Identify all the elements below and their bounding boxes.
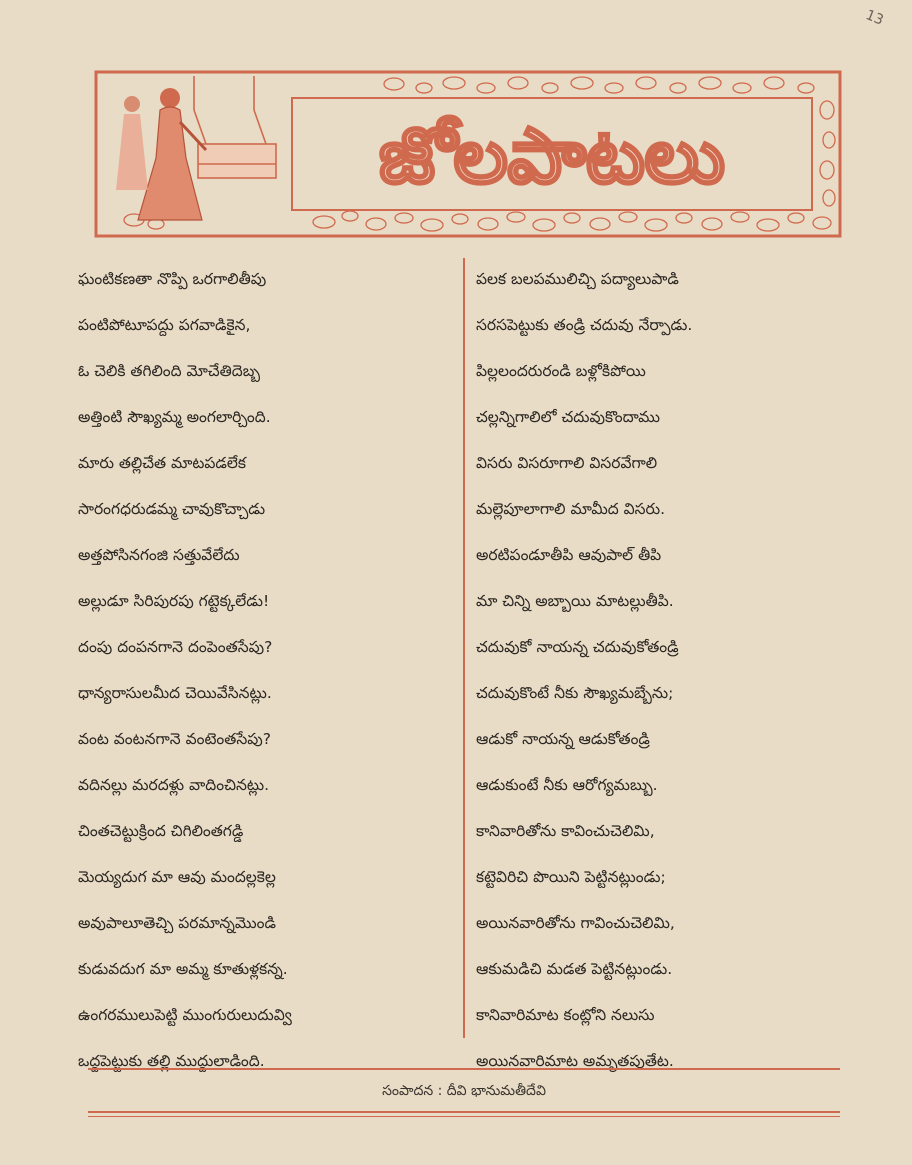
poem-line: అత్తింటి సౌఖ్యమ్మ అంగలార్చింది. xyxy=(78,408,271,426)
poem-line: పిల్లలందరురండి బళ్లోకిపోయి xyxy=(476,362,646,380)
poem-line: మా చిన్ని అబ్బాయి మాటల్లుతీపి. xyxy=(476,592,674,610)
poem-line: పంటిపోటూపద్దు పగవాడికైన, xyxy=(78,316,251,334)
poem-line: దంపు దంపనగానె దంపెంతసేపు? xyxy=(78,638,273,656)
footer-rule-top xyxy=(88,1068,840,1070)
poem-line: ఓ చెలికి తగిలింది మోచేతిదెబ్బ xyxy=(78,362,261,380)
poem-line: అరటిపండూతీపి ఆవుపాల్ తీపి xyxy=(476,546,662,564)
poem-line: అవుపాలూతెచ్చి పరమాన్నమొండి xyxy=(78,914,276,932)
poem-line: విసరు విసరూగాలి విసరవేగాలి xyxy=(476,454,658,472)
left-poem-column xyxy=(78,256,446,1070)
poem-line: ఆడుకో నాయన్న ఆడుకోతండ్రి xyxy=(476,730,650,748)
poem-line: ధాన్యరాసులమీద చెయివేసినట్లు. xyxy=(78,684,272,702)
page-number: 13 xyxy=(863,7,886,29)
poem-line: ఆకుమడిచి మడత పెట్టినట్లుండు. xyxy=(476,960,673,978)
poem-line: చదువుకో నాయన్న చదువుకోతండ్రి xyxy=(476,638,679,656)
cradle-icon xyxy=(194,76,276,178)
editor-credit: సంపాదన : దీవి భానుమతీదేవి xyxy=(382,1083,546,1099)
poem-line: కుడువదుగ మా అమ్మ కూతుళ్లకన్న. xyxy=(78,960,288,978)
footer-rule-bottom xyxy=(88,1111,840,1113)
poem-line: పలక బలపములిచ్చి పద్యాలుపాడి xyxy=(476,270,679,288)
poem-line: అత్తపోసినగంజి సత్తువేలేదు xyxy=(78,546,240,564)
poem-line: చదువుకొంటే నీకు సౌఖ్యమబ్బేను; xyxy=(476,684,674,702)
poem-line: అయినవారిమాట అమృతపుతేట. xyxy=(476,1052,674,1070)
poem-line: ఆడుకుంటే నీకు ఆరోగ్యమబ్బు. xyxy=(476,776,658,794)
poem-line: చల్లన్నిగాలిలో చదువుకొందాము xyxy=(476,408,661,426)
banner-art xyxy=(94,70,842,238)
poem-line: వదినల్లు మరదళ్లు వాదించినట్లు. xyxy=(78,776,270,794)
poem-line: మల్లెపూలాగాలి మామీద విసరు. xyxy=(476,500,666,518)
woman-figure-icon xyxy=(116,88,206,220)
poem-line: కానివారితోను కావించుచెలిమి, xyxy=(476,822,655,840)
poem-line: సరసపెట్టుకు తండ్రి చదువు నేర్పాడు. xyxy=(476,316,693,334)
column-divider xyxy=(463,258,465,1038)
header-banner xyxy=(94,70,842,238)
poem-line: సారంగధరుడమ్మ చావుకొచ్చాడు xyxy=(78,500,266,518)
right-poem-column xyxy=(476,256,844,1070)
poem-line: వంట వంటనగానె వంటెంతసేపు? xyxy=(78,730,271,748)
poem-line: ఉంగరములుపెట్టి ముంగురులుదువ్వి xyxy=(78,1006,292,1024)
poem-line: మెయ్యదుగ మా ఆవు మందల్లకెల్ల xyxy=(78,868,276,886)
poem-line: కట్టెవిరిచి పొయిని పెట్టినట్లుండు; xyxy=(476,868,666,886)
poem-line: కానివారిమాట కంట్లోని నలుసు xyxy=(476,1006,655,1024)
poem-line: చింతచెట్టుక్రింద చిగిలింతగడ్డి xyxy=(78,822,244,840)
poem-line: ఘంటికణతా నొప్పి ఒరగాలితీపు xyxy=(78,270,267,288)
poem-line: ఒద్దపెట్టుకు తల్లి ముద్దులాడింది. xyxy=(78,1052,265,1070)
poem-line: అల్లుడూ సిరిపురపు గట్టెక్కలేడు! xyxy=(78,592,270,610)
page-title: జోలపాటలు xyxy=(379,111,725,200)
poem-line: అయినవారితోను గావించుచెలిమి, xyxy=(476,914,675,932)
footer-rule-bottom-thin xyxy=(88,1116,840,1117)
poem-line: మారు తల్లిచేత మాటపడలేక xyxy=(78,454,246,472)
